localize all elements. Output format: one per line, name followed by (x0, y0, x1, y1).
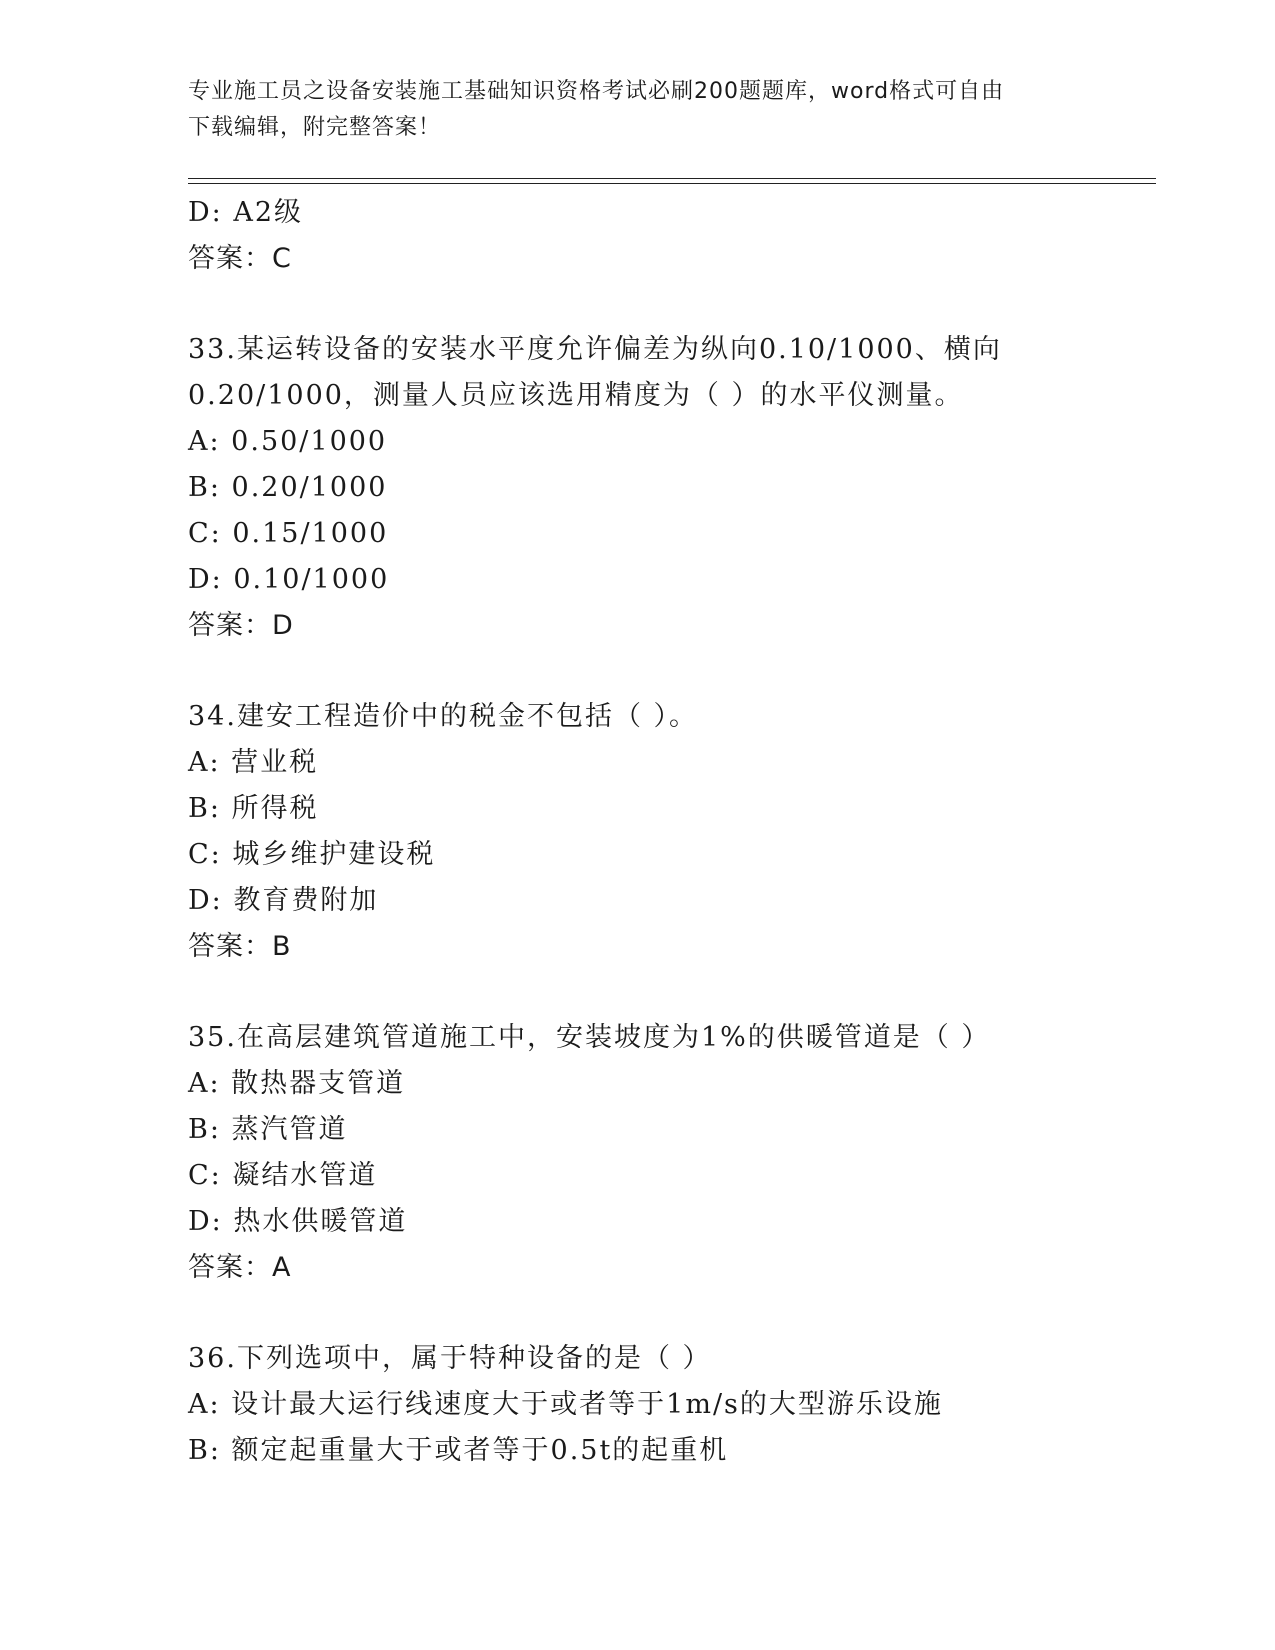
question-35 (188, 1015, 1156, 1291)
option-d: D: A2级 (188, 197, 304, 228)
option-b: B: 所得税 (188, 793, 319, 824)
question-36 (188, 1336, 1156, 1474)
header-divider-top (188, 178, 1156, 179)
question-stem-continued: 0.20/1000，测量人员应该选用精度为（ ）的水平仪测量。 (188, 380, 964, 411)
question-stem: 34.建安工程造价中的税金不包括（ ）。 (188, 701, 699, 732)
option-c: C: 城乡维护建设税 (188, 839, 436, 870)
answer: 答案：D (188, 610, 294, 641)
question-34 (188, 694, 1156, 970)
option-d: D: 教育费附加 (188, 885, 379, 916)
option-c: C: 凝结水管道 (188, 1160, 378, 1191)
option-c: C: 0.15/1000 (188, 518, 389, 549)
option-a: A: 营业税 (188, 747, 319, 778)
question-33 (188, 327, 1156, 649)
answer: 答案：C (188, 243, 292, 274)
option-b: B: 额定起重量大于或者等于0.5t的起重机 (188, 1435, 729, 1466)
document-page (188, 0, 1156, 1650)
question-stem: 36.下列选项中，属于特种设备的是（ ） (188, 1343, 712, 1374)
header-line-2: 下载编辑，附完整答案！ (188, 115, 442, 140)
header-divider-bottom (188, 183, 1156, 184)
option-a: A: 设计最大运行线速度大于或者等于1m/s的大型游乐设施 (188, 1389, 943, 1420)
option-a: A: 散热器支管道 (188, 1068, 406, 1099)
option-d: D: 0.10/1000 (188, 564, 390, 595)
header-line-1: 专业施工员之设备安装施工基础知识资格考试必刷200题题库，word格式可自由 (188, 79, 1005, 104)
answer: 答案：B (188, 931, 292, 962)
question-stem: 35.在高层建筑管道施工中，安装坡度为1%的供暖管道是（ ） (188, 1022, 991, 1053)
document-header (188, 74, 1068, 146)
option-b: B: 0.20/1000 (188, 472, 388, 503)
answer: 答案：A (188, 1252, 292, 1283)
option-a: A: 0.50/1000 (188, 426, 388, 457)
option-b: B: 蒸汽管道 (188, 1114, 348, 1145)
question-stem: 33.某运转设备的安装水平度允许偏差为纵向0.10/1000、横向 (188, 334, 1002, 365)
option-d: D: 热水供暖管道 (188, 1206, 408, 1237)
document-body (188, 190, 1156, 1474)
